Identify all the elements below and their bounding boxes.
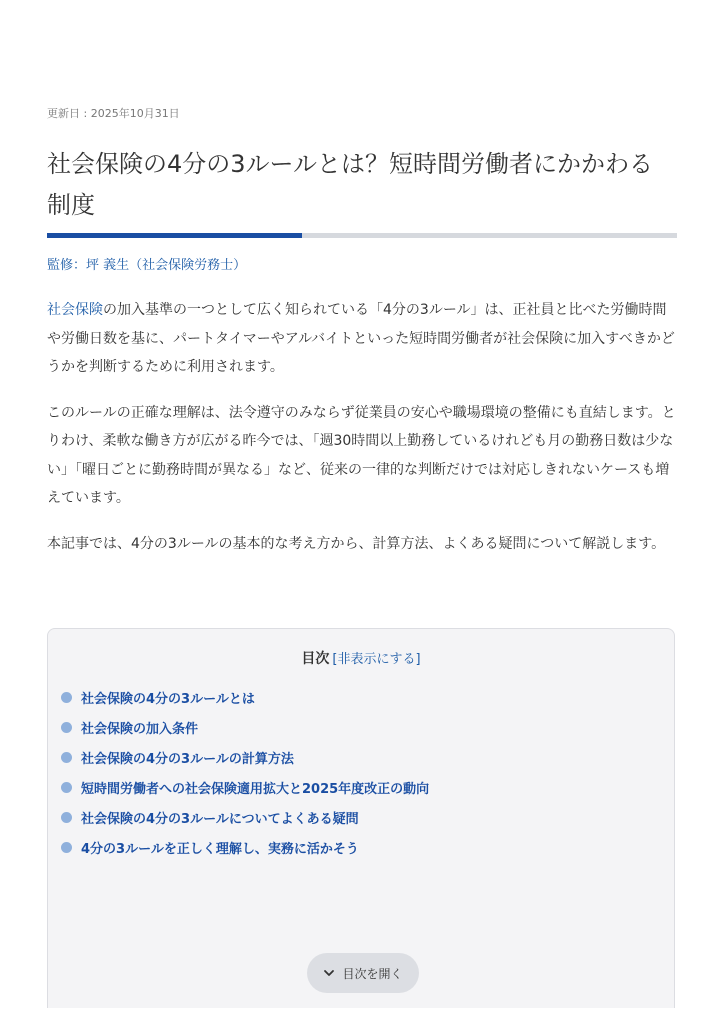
toc-header	[48, 648, 674, 668]
social-insurance-link[interactable]: 社会保険	[47, 302, 103, 318]
toc-link[interactable]: 社会保険の4分の3ルールとは	[81, 691, 255, 707]
title-underline-accent	[47, 233, 302, 238]
toc-link[interactable]: 短時間労働者への社会保険適用拡大と2025年度改正の動向	[81, 781, 430, 797]
toc-item	[61, 832, 429, 862]
toc-bullet-icon	[61, 782, 72, 793]
toc-item	[61, 802, 429, 832]
toc-open-button[interactable]	[307, 953, 419, 993]
paragraph-intro	[47, 296, 679, 382]
toc-bullet-icon	[61, 812, 72, 823]
toc-open-label: 目次を開く	[342, 966, 403, 981]
toc-bullet-icon	[61, 842, 72, 853]
toc-link[interactable]: 社会保険の4分の3ルールの計算方法	[81, 751, 294, 767]
paragraph-intro-text: の加入基準の一つとして広く知られている「4分の3ルール」は、正社員と比べた労働時間や労働日数を基に、パートタイマーやアルバイトといった短時間労働者が社会保険に加入すべきかどうかを判断するために利用されます。	[47, 302, 675, 375]
paragraph-summary: 本記事では、4分の3ルールの基本的な考え方から、計算方法、よくある疑問について解説します。	[47, 535, 666, 552]
toc-bullet-icon	[61, 722, 72, 733]
toc-item	[61, 682, 429, 712]
chevron-down-icon	[323, 967, 335, 979]
toc-hide-toggle[interactable]: [非表示にする]	[332, 652, 421, 667]
supervisor-prefix: 監修：	[47, 258, 87, 273]
table-of-contents	[47, 628, 675, 1008]
toc-bullet-icon	[61, 752, 72, 763]
toc-list	[61, 682, 429, 862]
toc-link[interactable]: 社会保険の加入条件	[81, 721, 199, 737]
toc-item	[61, 712, 429, 742]
updated-date: 更新日 : 2025年10月31日	[47, 107, 180, 120]
paragraph-context: このルールの正確な理解は、法令遵守のみならず従業員の安心や職場環境の整備にも直結します。とりわけ、柔軟な働き方が広がる昨今では、「週30時間以上勤務しているけれども月の勤務日数は少ない」「曜日ごとに勤務時間が異なる」など、従来の一律的な判断だけでは対応しきれないケースも増えています。	[47, 404, 676, 506]
toc-bullet-icon	[61, 692, 72, 703]
article-body	[47, 296, 679, 575]
supervisor-credit	[47, 254, 246, 273]
title-underline	[47, 233, 677, 238]
toc-title: 目次	[301, 651, 330, 667]
toc-link[interactable]: 4分の3ルールを正しく理解し、実務に活かそう	[81, 841, 359, 857]
toc-item	[61, 742, 429, 772]
page-title: 社会保険の4分の3ルールとは？短時間労働者にかかわる制度	[47, 150, 654, 219]
toc-link[interactable]: 社会保険の4分の3ルールについてよくある疑問	[81, 811, 359, 827]
toc-item	[61, 772, 429, 802]
supervisor-link[interactable]: 坪 義生（社会保険労務士）	[86, 258, 247, 273]
